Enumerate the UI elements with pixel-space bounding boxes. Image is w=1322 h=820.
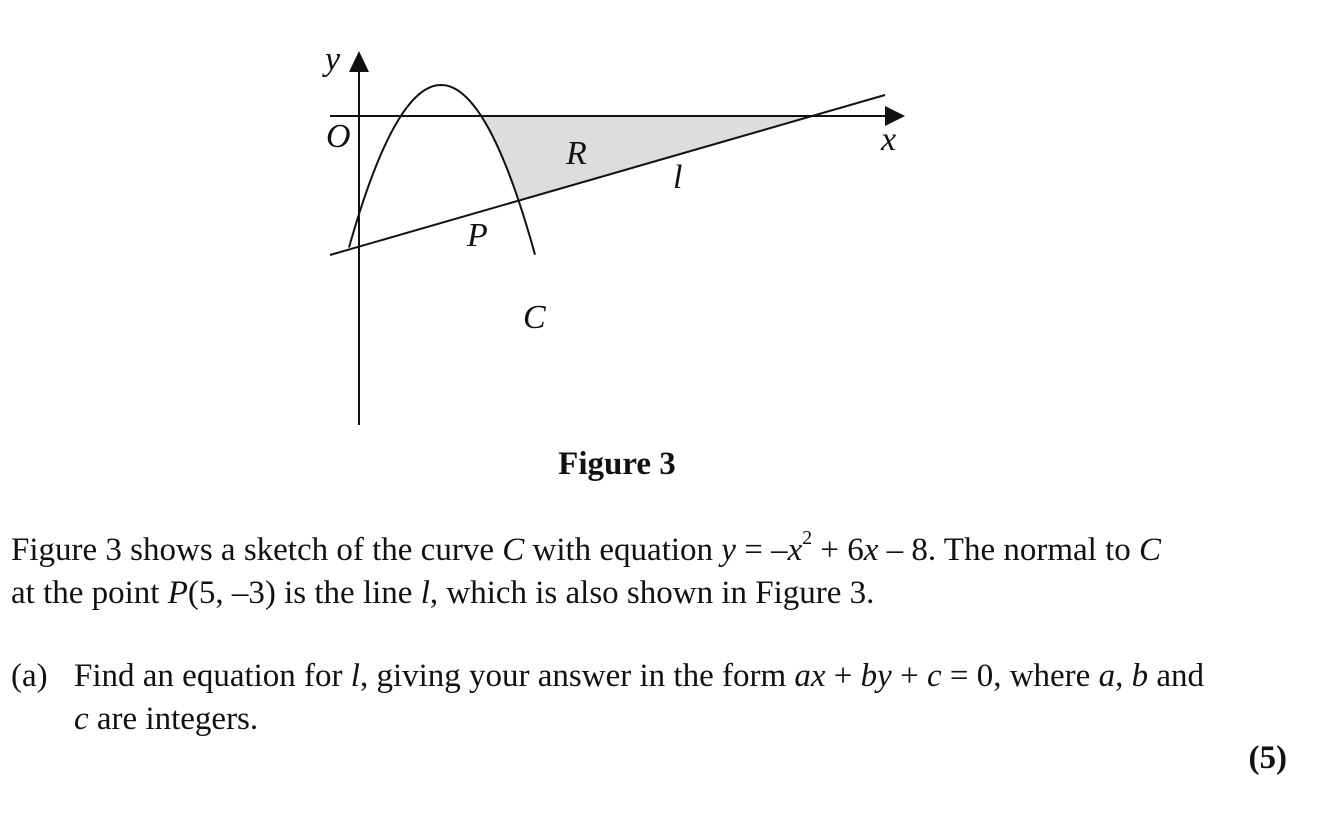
origin-label: O bbox=[326, 118, 351, 155]
curve-label-c: C bbox=[523, 299, 546, 336]
line-label-l: l bbox=[673, 159, 683, 196]
part-a-label: (a) bbox=[11, 658, 48, 694]
region-label-r: R bbox=[566, 135, 587, 172]
x-axis-label: x bbox=[881, 121, 897, 158]
shaded-region-r bbox=[481, 116, 812, 201]
figure-caption: Figure 3 bbox=[558, 446, 676, 482]
y-axis-arrow-icon bbox=[349, 51, 369, 72]
marks-badge: (5) bbox=[1248, 740, 1287, 776]
part-a-text: Find an equation for l, giving your answer in the form ax + by + c = 0, where a, b and c are integers. bbox=[74, 658, 1204, 737]
point-label-p: P bbox=[467, 217, 488, 254]
question-stem: Figure 3 shows a sketch of the curve C with equation $y = -x^2 + 6x - 8$. The normal to C at the point P(5, –3) is the line l, which is also shown in Figure 3. bbox=[11, 527, 1162, 611]
curve-c bbox=[349, 85, 535, 255]
y-axis-label: y bbox=[325, 41, 341, 78]
